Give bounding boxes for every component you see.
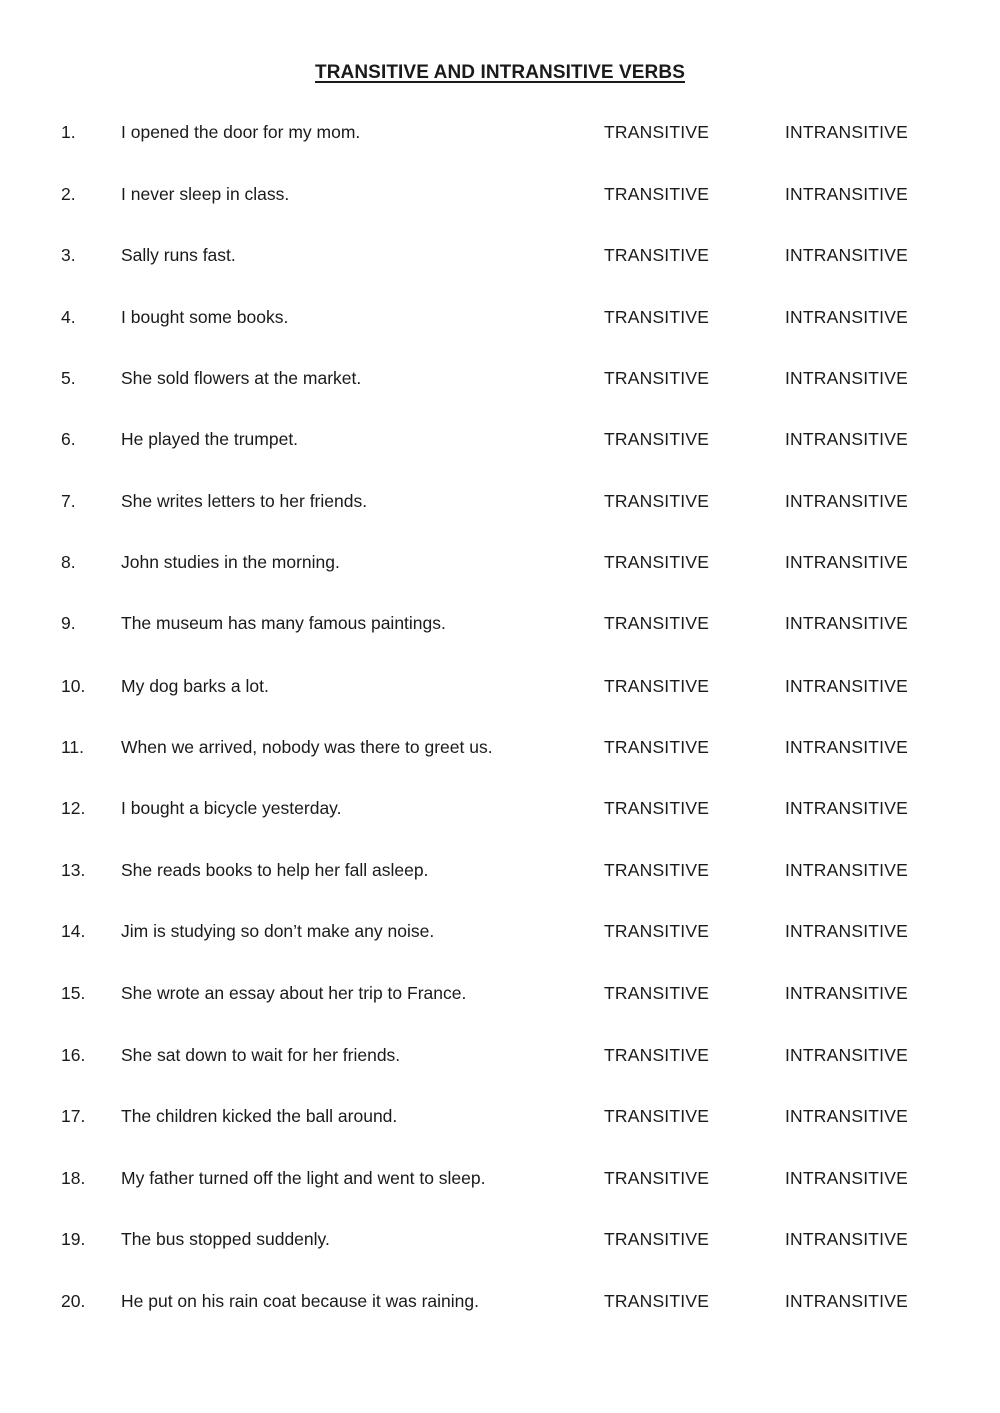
transitive-option[interactable]: TRANSITIVE [604,307,710,327]
question-sentence: Jim is studying so don’t make any noise. [121,921,435,941]
question-row [0,427,1000,451]
question-number: 8. [61,552,76,572]
question-row [0,1104,1000,1128]
question-row [0,919,1000,943]
question-row [0,858,1000,882]
intransitive-option[interactable]: INTRANSITIVE [785,1045,908,1065]
transitive-option[interactable]: TRANSITIVE [604,1229,710,1249]
intransitive-option[interactable]: INTRANSITIVE [785,245,908,265]
question-row [0,120,1000,144]
transitive-option[interactable]: TRANSITIVE [604,983,710,1003]
question-sentence: The children kicked the ball around. [121,1106,398,1126]
question-row [0,981,1000,1005]
intransitive-option[interactable]: INTRANSITIVE [785,307,908,327]
transitive-option[interactable]: TRANSITIVE [604,798,710,818]
intransitive-option[interactable]: INTRANSITIVE [785,184,908,204]
question-sentence: John studies in the morning. [121,552,340,572]
question-row [0,796,1000,820]
question-sentence: Sally runs fast. [121,245,236,265]
question-sentence: He put on his rain coat because it was raining. [121,1291,479,1311]
question-row [0,243,1000,267]
intransitive-option[interactable]: INTRANSITIVE [785,552,908,572]
transitive-option[interactable]: TRANSITIVE [604,184,710,204]
transitive-option[interactable]: TRANSITIVE [604,860,710,880]
question-sentence: I opened the door for my mom. [121,122,361,142]
question-number: 5. [61,368,76,388]
question-row [0,366,1000,390]
intransitive-option[interactable]: INTRANSITIVE [785,798,908,818]
intransitive-option[interactable]: INTRANSITIVE [785,429,908,449]
transitive-option[interactable]: TRANSITIVE [604,921,710,941]
question-sentence: She writes letters to her friends. [121,491,368,511]
question-number: 15. [61,983,86,1003]
intransitive-option[interactable]: INTRANSITIVE [785,1229,908,1249]
intransitive-option[interactable]: INTRANSITIVE [785,983,908,1003]
question-number: 2. [61,184,76,204]
question-row [0,1043,1000,1067]
question-number: 4. [61,307,76,327]
worksheet-title: TRANSITIVE AND INTRANSITIVE VERBS [315,62,685,83]
transitive-option[interactable]: TRANSITIVE [604,613,710,633]
intransitive-option[interactable]: INTRANSITIVE [785,1168,908,1188]
transitive-option[interactable]: TRANSITIVE [604,1045,710,1065]
intransitive-option[interactable]: INTRANSITIVE [785,737,908,757]
question-row [0,305,1000,329]
question-row [0,550,1000,574]
question-row [0,735,1000,759]
question-number: 11. [61,737,85,757]
question-number: 9. [61,613,76,633]
question-number: 12. [61,798,86,818]
transitive-option[interactable]: TRANSITIVE [604,122,710,142]
question-number: 13. [61,860,86,880]
transitive-option[interactable]: TRANSITIVE [604,245,710,265]
question-sentence: He played the trumpet. [121,429,299,449]
intransitive-option[interactable]: INTRANSITIVE [785,1106,908,1126]
question-row [0,1227,1000,1251]
question-sentence: She reads books to help her fall asleep. [121,860,429,880]
transitive-option[interactable]: TRANSITIVE [604,1106,710,1126]
transitive-option[interactable]: TRANSITIVE [604,368,710,388]
question-number: 10. [61,676,86,696]
question-number: 20. [61,1291,86,1311]
question-number: 6. [61,429,76,449]
question-sentence: She sold flowers at the market. [121,368,362,388]
question-row [0,489,1000,513]
transitive-option[interactable]: TRANSITIVE [604,429,710,449]
intransitive-option[interactable]: INTRANSITIVE [785,1291,908,1311]
question-number: 7. [61,491,76,511]
transitive-option[interactable]: TRANSITIVE [604,1168,710,1188]
question-number: 19. [61,1229,86,1249]
intransitive-option[interactable]: INTRANSITIVE [785,613,908,633]
question-row [0,182,1000,206]
question-row [0,1289,1000,1313]
question-row [0,1166,1000,1190]
question-sentence: My dog barks a lot. [121,676,269,696]
question-number: 1. [61,122,76,142]
transitive-option[interactable]: TRANSITIVE [604,676,710,696]
question-sentence: When we arrived, nobody was there to greet us. [121,737,493,757]
question-sentence: I never sleep in class. [121,184,290,204]
question-row [0,674,1000,698]
question-sentence: I bought some books. [121,307,289,327]
intransitive-option[interactable]: INTRANSITIVE [785,676,908,696]
question-sentence: I bought a bicycle yesterday. [121,798,342,818]
intransitive-option[interactable]: INTRANSITIVE [785,368,908,388]
intransitive-option[interactable]: INTRANSITIVE [785,921,908,941]
question-number: 18. [61,1168,86,1188]
transitive-option[interactable]: TRANSITIVE [604,737,710,757]
question-number: 3. [61,245,76,265]
question-row [0,611,1000,635]
question-number: 17. [61,1106,86,1126]
question-number: 16. [61,1045,86,1065]
question-sentence: The bus stopped suddenly. [121,1229,330,1249]
transitive-option[interactable]: TRANSITIVE [604,552,710,572]
transitive-option[interactable]: TRANSITIVE [604,1291,710,1311]
question-sentence: The museum has many famous paintings. [121,613,446,633]
question-sentence: She sat down to wait for her friends. [121,1045,401,1065]
intransitive-option[interactable]: INTRANSITIVE [785,860,908,880]
question-sentence: My father turned off the light and went to sleep. [121,1168,486,1188]
intransitive-option[interactable]: INTRANSITIVE [785,122,908,142]
question-sentence: She wrote an essay about her trip to France. [121,983,467,1003]
transitive-option[interactable]: TRANSITIVE [604,491,710,511]
intransitive-option[interactable]: INTRANSITIVE [785,491,908,511]
question-number: 14. [61,921,86,941]
